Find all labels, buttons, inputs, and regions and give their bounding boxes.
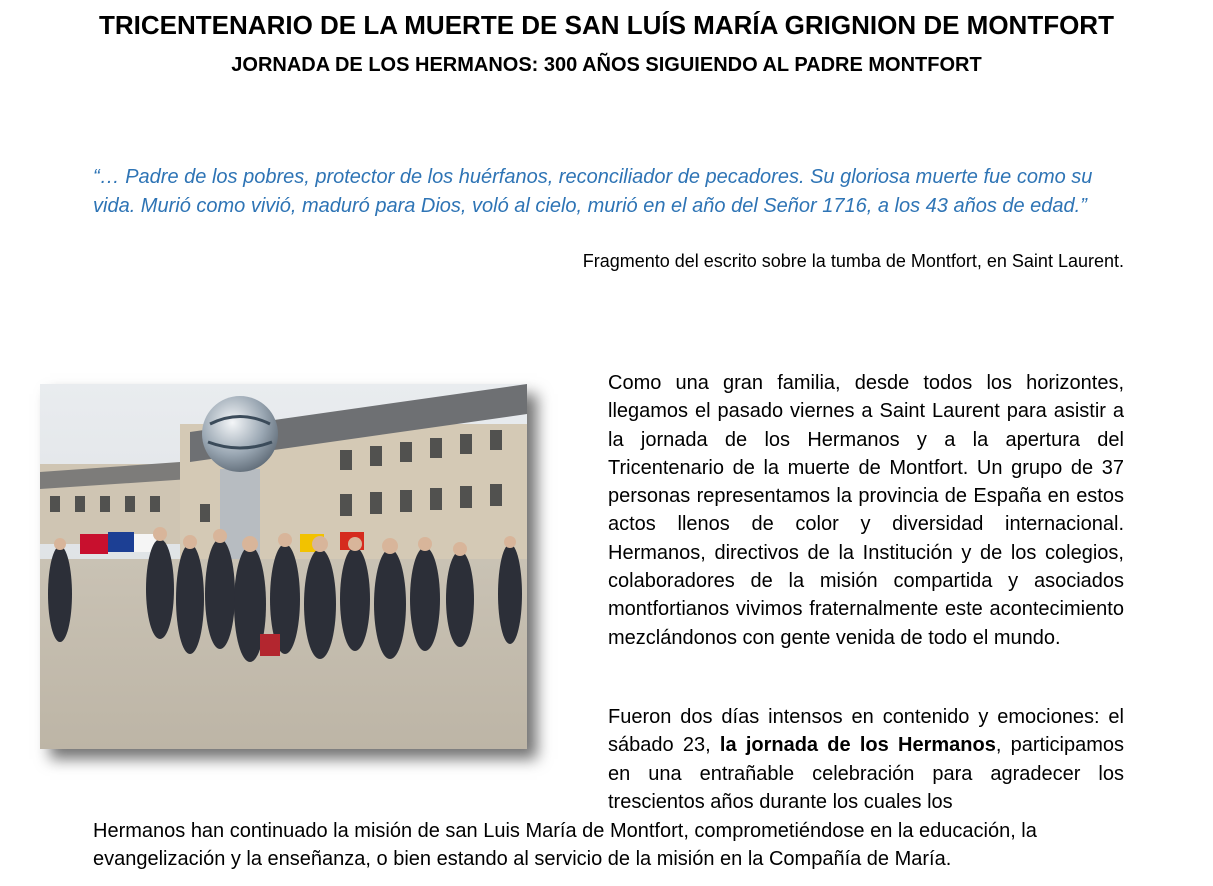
paragraph-2-continuation: Hermanos han continuado la misión de san Luis María de Montfort, comprometiéndose en la educación, la evangelización y la enseñanza, o bien estando al servicio de la misión en la Compañía de María.	[93, 820, 1037, 871]
group-photo	[40, 384, 527, 749]
paragraph-2	[608, 703, 1124, 816]
quote-attribution: Fragmento del escrito sobre la tumba de Montfort, en Saint Laurent.	[582, 251, 1124, 271]
paragraph-2-highlight: la jornada de los Hermanos	[719, 734, 996, 757]
epitaph-quote: “… Padre de los pobres, protector de los huérfanos, reconciliador de pecadores. Su gloriosa muerte fue como su vida. Murió como vivió, maduró para Dios, voló al cielo, murió en el año del Señor 1716, a los 43 años de edad.”	[93, 166, 1093, 217]
page-title: TRICENTENARIO DE LA MUERTE DE SAN LUÍS MARÍA GRIGNION DE MONTFORT	[99, 10, 1114, 40]
paragraph-2-start: Fueron dos días intensos en contenido y emociones: el sábado 23,	[608, 706, 1124, 757]
paragraph-2-rest: , participamos en una entrañable celebración para agradecer los trescientos años durante los cuales los	[608, 734, 1124, 813]
page-subtitle: JORNADA DE LOS HERMANOS: 300 AÑOS SIGUIENDO AL PADRE MONTFORT	[231, 54, 982, 76]
paragraph-1: Como una gran familia, desde todos los horizontes, llegamos el pasado viernes a Saint Laurent para asistir a la jornada de los Hermanos y a la apertura del Tricentenario de la muerte de Montfort. Un grupo de 37 personas representamos la provincia de España en estos actos llenos de color y diversidad internacional. Hermanos, directivos de la Institución y de los colegios, colaboradores de la misión compartida y asociados montfortianos vivimos fraternalmente este acontecimiento mezclándonos con gente venida de todo el mundo.	[608, 372, 1124, 649]
